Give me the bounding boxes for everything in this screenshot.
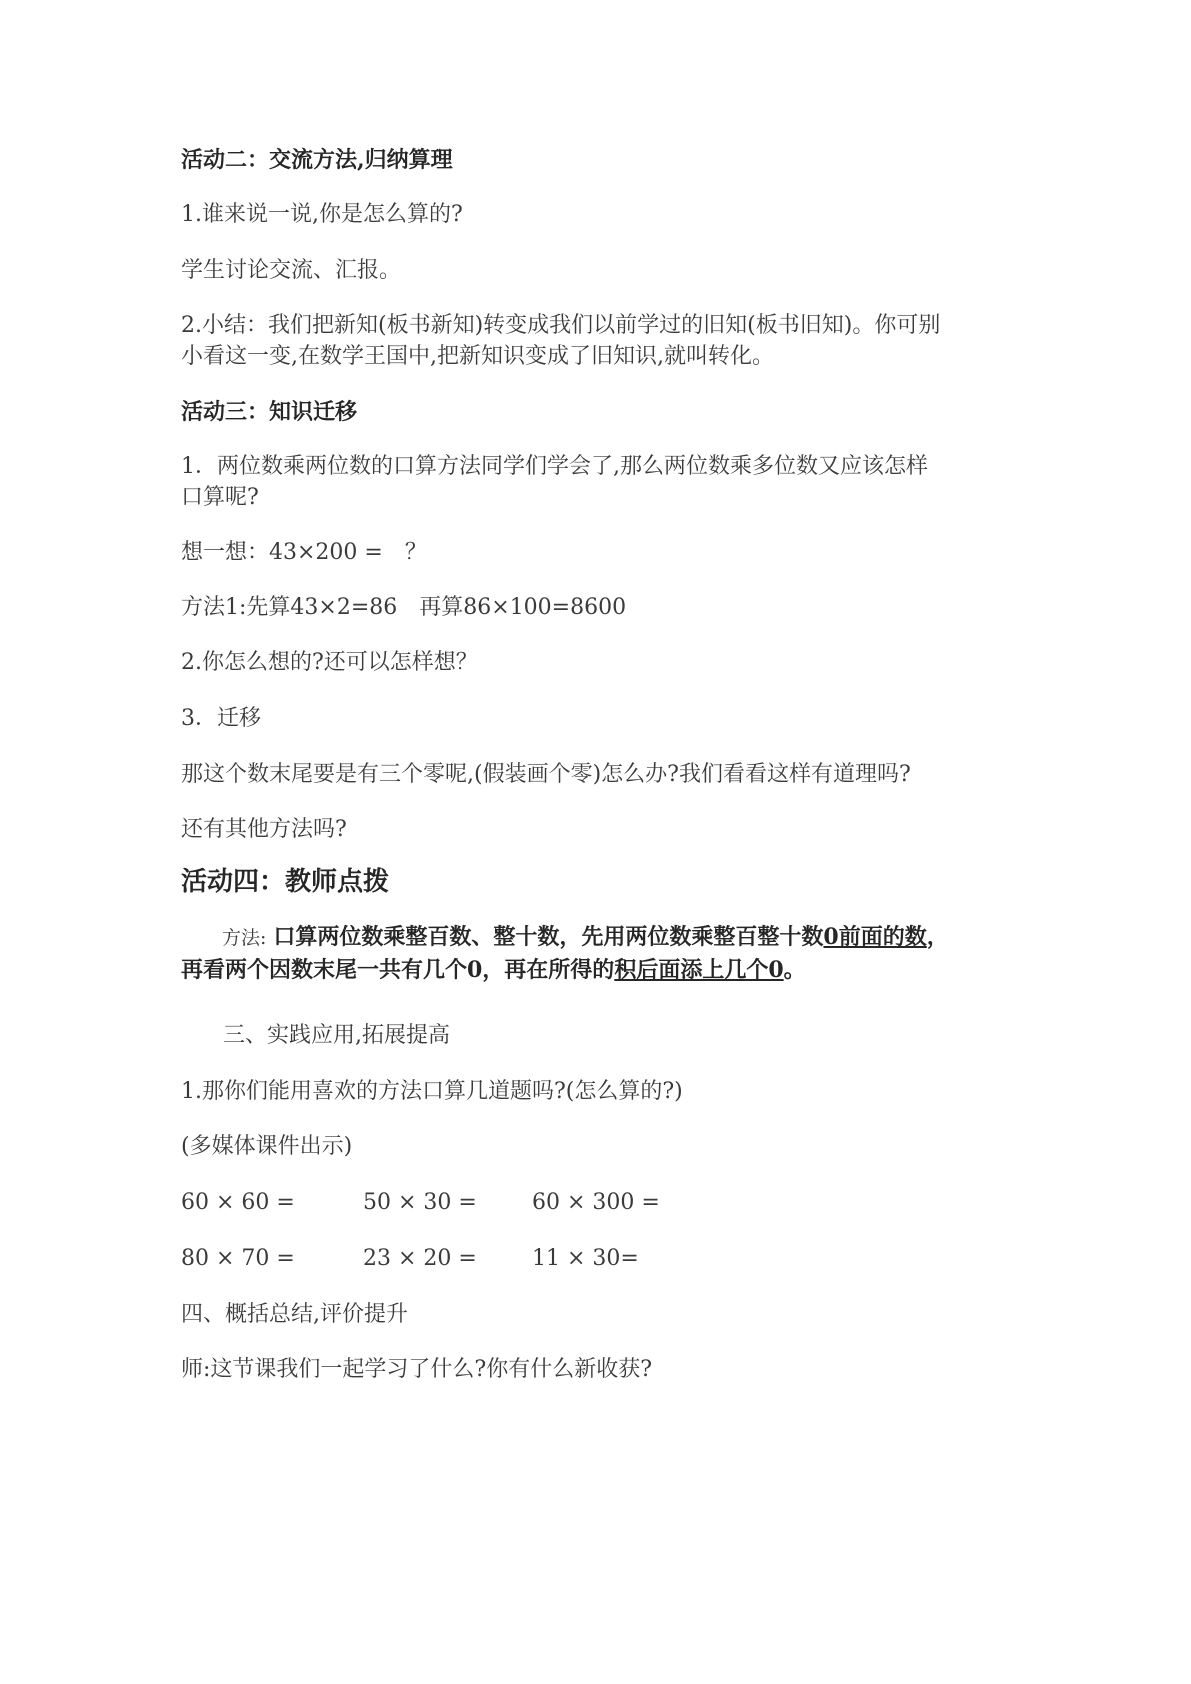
section4-teacher: 师:这节课我们一起学习了什么?你有什么新收获? xyxy=(181,1357,653,1382)
section3-heading: 三、实践应用,拓展提高 xyxy=(223,1023,450,1048)
rule-text-1b: 0前面的数 xyxy=(823,924,927,950)
rule-text-2b: 积后面添上几个0 xyxy=(614,957,784,983)
exercise-cell: 60 × 60 = xyxy=(181,1190,295,1215)
activity3-item1-line2: 口算呢? xyxy=(181,485,259,510)
method-label: 方法: xyxy=(222,927,267,949)
activity2-heading: 活动二：交流方法,归纳算理 xyxy=(181,147,453,173)
rule-text-1a: 口算两位数乘整百数、整十数，先用两位数乘整百整十数 xyxy=(273,924,824,950)
activity4-rule-line1 xyxy=(222,922,949,953)
activity2-discussion: 学生讨论交流、汇报。 xyxy=(181,258,402,283)
activity3-item1-line1: 1．两位数乘两位数的口算方法同学们学会了,那么两位数乘多位数又应该怎样 xyxy=(181,454,928,479)
activity2-summary-line1: 2.小结：我们把新知(板书新知)转变成我们以前学过的旧知(板书旧知)。你可别 xyxy=(181,313,941,338)
activity2-summary-line2: 小看这一变,在数学王国中,把新知识变成了旧知识,就叫转化。 xyxy=(181,344,774,369)
section4-heading: 四、概括总结,评价提升 xyxy=(181,1302,408,1327)
section3-question: 1.那你们能用喜欢的方法口算几道题吗?(怎么算的?) xyxy=(181,1079,683,1104)
activity3-heading: 活动三：知识迁移 xyxy=(181,399,358,425)
section3-note: (多媒体课件出示) xyxy=(181,1134,353,1159)
activity4-rule-line2 xyxy=(181,955,806,986)
exercise-cell: 23 × 20 = xyxy=(363,1246,477,1271)
activity4-heading: 活动四：教师点拨 xyxy=(181,867,390,897)
exercise-cell: 60 × 300 = xyxy=(532,1190,660,1215)
exercise-cell: 50 × 30 = xyxy=(363,1190,477,1215)
activity3-item2: 2.你怎么想的?还可以怎样想？ xyxy=(181,650,478,675)
rule-text-2a: 再看两个因数末尾一共有几个0，再在所得的 xyxy=(181,957,615,983)
exercise-cell: 80 × 70 = xyxy=(181,1246,295,1271)
activity3-item3: 3．迁移 xyxy=(181,706,261,731)
activity3-think: 想一想：43×200 = ？ xyxy=(181,540,427,565)
exercise-cell: 11 × 30= xyxy=(532,1246,639,1271)
activity2-question: 1.谁来说一说,你是怎么算的? xyxy=(181,202,463,227)
activity3-method1: 方法1:先算43×2=86 再算86×100=8600 xyxy=(181,595,627,620)
rule-text-1c: ， xyxy=(926,924,949,950)
activity3-other: 还有其他方法吗? xyxy=(181,817,347,842)
rule-text-2c: 。 xyxy=(783,957,806,983)
activity3-question: 那这个数末尾要是有三个零呢,(假装画个零)怎么办?我们看看这样有道理吗? xyxy=(181,762,911,787)
